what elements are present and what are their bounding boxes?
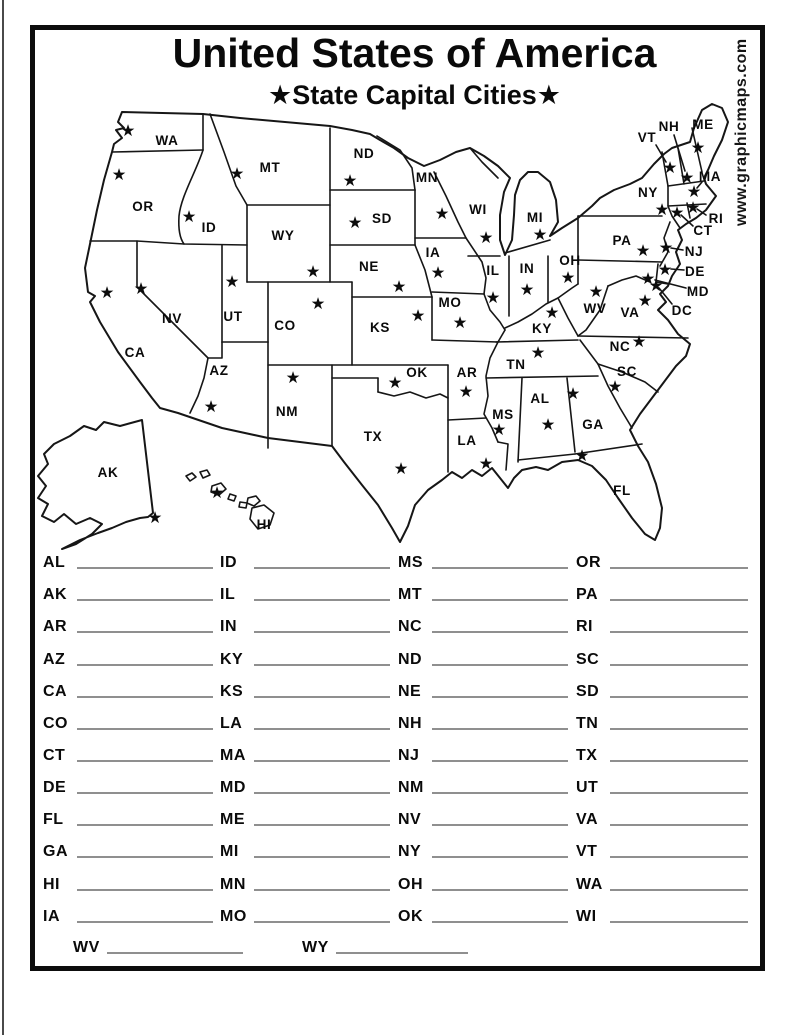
state-label-MD: MD [686, 284, 710, 299]
answer-blank-WV[interactable] [107, 938, 243, 954]
hawaii-island-outline [247, 496, 260, 506]
answer-blank-AK[interactable] [77, 585, 213, 601]
state-abbr-AL: AL [43, 554, 66, 572]
capital-star-MO: ★ [452, 313, 468, 332]
state-label-MT: MT [259, 160, 281, 175]
state-abbr-MI: MI [220, 843, 239, 861]
worksheet-cell-NE [398, 670, 568, 702]
state-label-VA: VA [620, 305, 640, 320]
worksheet-cell-IN [220, 605, 390, 637]
answer-blank-KS[interactable] [254, 682, 390, 698]
worksheet-cell-AL [43, 541, 213, 573]
state-abbr-UT: UT [576, 779, 599, 797]
state-border-line [498, 442, 508, 470]
state-abbr-AK: AK [43, 586, 68, 604]
state-label-IL: IL [486, 263, 500, 278]
state-abbr-WI: WI [576, 907, 597, 925]
state-abbr-NE: NE [398, 682, 422, 700]
state-label-IA: IA [425, 245, 441, 260]
watermark-url: www.graphicmaps.com [733, 38, 750, 226]
state-label-VT: VT [637, 130, 657, 145]
worksheet-cell-DE [43, 766, 213, 798]
worksheet-cell-NJ [398, 734, 568, 766]
capital-star-VT: ★ [662, 158, 678, 177]
capital-star-TN: ★ [530, 343, 546, 362]
state-abbr-LA: LA [220, 714, 243, 732]
capital-star-NE: ★ [391, 277, 407, 296]
capital-star-OH: ★ [560, 268, 576, 287]
capital-star-MN: ★ [434, 204, 450, 223]
capital-star-TX: ★ [393, 459, 409, 478]
worksheet-cell-MD [220, 766, 390, 798]
capital-star-SC: ★ [607, 377, 623, 396]
state-abbr-GA: GA [43, 843, 68, 861]
capital-star-CT: ★ [669, 203, 685, 222]
state-abbr-WA: WA [576, 875, 603, 893]
state-abbr-DE: DE [43, 779, 67, 797]
worksheet-cell-SD [576, 670, 748, 702]
capital-star-IN: ★ [519, 280, 535, 299]
capital-star-CO: ★ [310, 294, 326, 313]
state-label-GA: GA [582, 417, 604, 432]
state-border-line [432, 340, 498, 342]
worksheet-column-4 [576, 541, 748, 927]
worksheet-cell-OK [398, 895, 568, 927]
answer-blank-VT[interactable] [610, 842, 748, 858]
capital-star-ND: ★ [342, 171, 358, 190]
worksheet-cell-MN [220, 862, 390, 894]
capital-star-ID: ★ [181, 207, 197, 226]
answer-blank-DE[interactable] [77, 778, 213, 794]
state-label-LA: LA [457, 433, 477, 448]
state-border-line [448, 418, 486, 420]
state-abbr-OH: OH [398, 875, 423, 893]
answer-blank-NH[interactable] [432, 714, 568, 730]
state-label-WI: WI [469, 202, 487, 217]
state-border-line [578, 260, 662, 262]
page-title: United States of America [172, 30, 657, 76]
answer-blank-RI[interactable] [610, 617, 748, 633]
state-label-ME: ME [692, 117, 714, 132]
state-label-NH: NH [658, 119, 680, 134]
worksheet-cell-MA [220, 734, 390, 766]
state-abbr-WY: WY [302, 939, 329, 956]
page-subtitle: ★State Capital Cities★ [268, 80, 561, 110]
answer-blank-LA[interactable] [254, 714, 390, 730]
capital-star-LA: ★ [478, 454, 494, 473]
worksheet-cell-LA [220, 702, 390, 734]
answer-blank-FL[interactable] [77, 810, 213, 826]
state-label-OH: OH [559, 253, 581, 268]
state-border-line [377, 136, 415, 190]
state-label-NV: NV [162, 311, 182, 326]
capital-star-FL: ★ [574, 446, 590, 465]
answer-blank-IA[interactable] [77, 907, 213, 923]
answer-blank-SC[interactable] [610, 650, 748, 666]
state-label-TX: TX [363, 429, 383, 444]
state-label-MI: MI [526, 210, 544, 225]
answer-blank-MD[interactable] [254, 778, 390, 794]
state-abbr-MA: MA [220, 746, 246, 764]
answer-blank-NM[interactable] [432, 778, 568, 794]
hawaii-island-outline [228, 494, 236, 501]
state-abbr-VT: VT [576, 843, 598, 861]
worksheet-cell-UT [576, 766, 748, 798]
state-label-DE: DE [685, 264, 705, 279]
answer-blank-NV[interactable] [432, 810, 568, 826]
state-abbr-OK: OK [398, 907, 423, 925]
state-border-line [210, 114, 247, 205]
state-label-NC: NC [609, 339, 631, 354]
state-label-MO: MO [438, 295, 462, 310]
capital-star-RI: ★ [685, 198, 701, 217]
state-abbr-RI: RI [576, 618, 593, 636]
answer-blank-IN[interactable] [254, 617, 390, 633]
state-abbr-FL: FL [43, 811, 64, 829]
answer-blank-AL[interactable] [77, 553, 213, 569]
worksheet-cell-AR [43, 605, 213, 637]
capital-star-KS: ★ [410, 306, 426, 325]
state-abbr-HI: HI [43, 875, 60, 893]
capital-star-NJ: ★ [658, 238, 674, 257]
state-abbr-MO: MO [220, 907, 247, 925]
state-label-ID: ID [201, 220, 217, 235]
state-label-FL: FL [613, 483, 631, 498]
capital-star-AL: ★ [540, 415, 556, 434]
state-border-line [496, 340, 578, 342]
state-label-NJ: NJ [684, 244, 704, 259]
answer-blank-AZ[interactable] [77, 650, 213, 666]
state-label-OK: OK [406, 365, 428, 380]
answer-blank-ME[interactable] [254, 810, 390, 826]
answer-blank-NY[interactable] [432, 842, 568, 858]
worksheet-cell-WV [73, 934, 243, 958]
state-abbr-ND: ND [398, 650, 423, 668]
capital-star-KY: ★ [544, 303, 560, 322]
state-label-WA: WA [155, 133, 179, 148]
capital-star-WA: ★ [120, 121, 136, 140]
worksheet-cell-CO [43, 702, 213, 734]
worksheet-cell-HI [43, 862, 213, 894]
capital-star-NV: ★ [133, 279, 149, 298]
state-abbr-SD: SD [576, 682, 600, 700]
capital-star-DE: ★ [657, 260, 673, 279]
state-label-SC: SC [617, 364, 637, 379]
state-abbr-PA: PA [576, 586, 599, 604]
answer-blank-HI[interactable] [77, 875, 213, 891]
worksheet-cell-AZ [43, 637, 213, 669]
state-abbr-WV: WV [73, 939, 100, 956]
state-border-line [378, 392, 448, 398]
state-border-line [112, 150, 203, 152]
worksheet-cell-extra-2 [302, 934, 468, 958]
worksheet-cell-MT [398, 573, 568, 605]
state-abbr-CO: CO [43, 714, 68, 732]
state-abbr-NM: NM [398, 779, 424, 797]
state-label-RI: RI [708, 211, 724, 226]
state-label-NY: NY [638, 185, 658, 200]
state-abbr-VA: VA [576, 811, 599, 829]
answer-blank-GA[interactable] [77, 842, 213, 858]
state-label-TN: TN [506, 357, 526, 372]
capital-star-WI: ★ [478, 228, 494, 247]
worksheet-cell-MI [220, 830, 390, 862]
state-border-line [137, 241, 208, 358]
capital-star-OR: ★ [111, 165, 127, 184]
capital-star-SD: ★ [347, 213, 363, 232]
answer-blank-ND[interactable] [432, 650, 568, 666]
state-abbr-CT: CT [43, 746, 66, 764]
alaska-outline [38, 420, 153, 549]
state-label-AL: AL [530, 391, 550, 406]
capital-star-MI: ★ [532, 225, 548, 244]
answer-blank-NC[interactable] [432, 617, 568, 633]
worksheet-cell-PA [576, 573, 748, 605]
capital-star-NH: ★ [679, 168, 695, 187]
state-label-PA: PA [612, 233, 632, 248]
hawaii-island-outline [239, 502, 247, 508]
state-label-MN: MN [415, 170, 439, 185]
worksheet-cell-GA [43, 830, 213, 862]
state-label-CA: CA [124, 345, 146, 360]
state-label-KY: KY [532, 321, 552, 336]
state-abbr-IA: IA [43, 907, 60, 925]
worksheet-cell-KS [220, 670, 390, 702]
state-abbr-NY: NY [398, 843, 422, 861]
state-abbr-IL: IL [220, 586, 236, 604]
answer-blank-VA[interactable] [610, 810, 748, 826]
state-label-AK: AK [97, 465, 119, 480]
state-border-line [432, 292, 484, 294]
worksheet-cell-OH [398, 862, 568, 894]
capital-star-IL: ★ [485, 288, 501, 307]
worksheet-cell-IA [43, 895, 213, 927]
capital-star-AZ: ★ [203, 397, 219, 416]
answer-blank-MA[interactable] [254, 746, 390, 762]
state-abbr-OR: OR [576, 554, 601, 572]
state-label-WY: WY [271, 228, 295, 243]
capital-star-NM: ★ [285, 368, 301, 387]
state-abbr-NC: NC [398, 618, 423, 636]
state-abbr-MT: MT [398, 586, 423, 604]
worksheet-cell-WA [576, 862, 748, 894]
state-border-line [90, 241, 247, 245]
state-abbr-ME: ME [220, 811, 245, 829]
state-label-WV: WV [583, 301, 607, 316]
answer-blank-MN[interactable] [254, 875, 390, 891]
answer-blank-CT[interactable] [77, 746, 213, 762]
worksheet-cell-NV [398, 798, 568, 830]
answer-blank-AR[interactable] [77, 617, 213, 633]
state-abbr-NJ: NJ [398, 746, 420, 764]
capital-star-DC: ★ [648, 276, 664, 295]
answer-blank-ID[interactable] [254, 553, 390, 569]
worksheet-cell-MO [220, 895, 390, 927]
answer-blank-WA[interactable] [610, 875, 748, 891]
worksheet-cell-WI [576, 895, 748, 927]
state-abbr-NH: NH [398, 714, 423, 732]
worksheet-cell-VA [576, 798, 748, 830]
state-label-AZ: AZ [209, 363, 229, 378]
worksheet-column-1 [43, 541, 213, 927]
capital-star-CA: ★ [99, 283, 115, 302]
state-border-line [580, 340, 598, 364]
state-label-AR: AR [456, 365, 478, 380]
capital-star-MS: ★ [491, 420, 507, 439]
capital-star-UT: ★ [224, 272, 240, 291]
worksheet-cell-NH [398, 702, 568, 734]
state-label-KS: KS [370, 320, 390, 335]
state-abbr-KY: KY [220, 650, 244, 668]
capital-star-NC: ★ [631, 332, 647, 351]
hawaii-island-outline [186, 473, 196, 481]
worksheet-cell-KY [220, 637, 390, 669]
worksheet-cell-ID [220, 541, 390, 573]
answer-blank-NE[interactable] [432, 682, 568, 698]
state-abbr-NV: NV [398, 811, 422, 829]
answer-blank-KY[interactable] [254, 650, 390, 666]
state-label-CO: CO [274, 318, 296, 333]
worksheet-cell-TX [576, 734, 748, 766]
state-label-MS: MS [492, 407, 514, 422]
worksheet-column-3 [398, 541, 568, 927]
state-border-line [208, 342, 222, 358]
worksheet-cell-OR [576, 541, 748, 573]
capital-star-MT: ★ [229, 164, 245, 183]
state-border-line [518, 378, 522, 462]
answer-blank-WI[interactable] [610, 907, 748, 923]
worksheet-cell-NM [398, 766, 568, 798]
worksheet-cell-VT [576, 830, 748, 862]
answer-blank-TN[interactable] [610, 714, 748, 730]
state-border-line [179, 150, 203, 244]
worksheet-cell-MS [398, 541, 568, 573]
state-border-line [558, 298, 578, 336]
state-label-UT: UT [223, 309, 243, 324]
answer-blank-OR[interactable] [610, 553, 748, 569]
state-label-NE: NE [359, 259, 379, 274]
worksheet-cell-SC [576, 637, 748, 669]
capital-star-VA: ★ [637, 291, 653, 310]
capital-star-AK: ★ [147, 508, 163, 527]
answer-blank-OH[interactable] [432, 875, 568, 891]
capital-star-GA: ★ [565, 384, 581, 403]
answer-blank-SD[interactable] [610, 682, 748, 698]
state-abbr-TN: TN [576, 714, 599, 732]
state-label-CT: CT [693, 223, 713, 238]
capital-star-OK: ★ [387, 373, 403, 392]
state-abbr-AZ: AZ [43, 650, 66, 668]
leader-line-DE [671, 269, 684, 270]
state-abbr-MD: MD [220, 779, 246, 797]
capital-star-WY: ★ [305, 262, 321, 281]
answer-blank-TX[interactable] [610, 746, 748, 762]
answer-blank-MI[interactable] [254, 842, 390, 858]
state-abbr-TX: TX [576, 746, 598, 764]
state-label-NM: NM [275, 404, 299, 419]
answer-blank-CO[interactable] [77, 714, 213, 730]
worksheet-cell-NY [398, 830, 568, 862]
worksheet-cell-ME [220, 798, 390, 830]
answer-blank-CA[interactable] [77, 682, 213, 698]
answer-blank-OK[interactable] [432, 907, 568, 923]
worksheet-cell-FL [43, 798, 213, 830]
answer-blank-UT[interactable] [610, 778, 748, 794]
answer-blank-MO[interactable] [254, 907, 390, 923]
state-abbr-AR: AR [43, 618, 68, 636]
state-abbr-CA: CA [43, 682, 68, 700]
worksheet-cell-extra-1 [73, 934, 243, 958]
hawaii-island-outline [200, 470, 210, 478]
answer-blank-MS[interactable] [432, 553, 568, 569]
worksheet-cell-TN [576, 702, 748, 734]
worksheet-cell-ND [398, 637, 568, 669]
worksheet-cell-NC [398, 605, 568, 637]
state-abbr-IN: IN [220, 618, 237, 636]
worksheet-cell-RI [576, 605, 748, 637]
state-label-HI: HI [256, 517, 272, 532]
state-abbr-ID: ID [220, 554, 237, 572]
state-abbr-SC: SC [576, 650, 600, 668]
answer-blank-WY[interactable] [336, 938, 468, 954]
worksheet-column-2 [220, 541, 390, 927]
capital-star-ME: ★ [690, 138, 706, 157]
state-abbr-MS: MS [398, 554, 423, 572]
capital-star-HI: ★ [209, 483, 225, 502]
capital-star-AR: ★ [458, 382, 474, 401]
state-border-line [486, 376, 598, 378]
worksheet-cell-CT [43, 734, 213, 766]
answer-blank-IL[interactable] [254, 585, 390, 601]
state-abbr-KS: KS [220, 682, 244, 700]
state-abbr-MN: MN [220, 875, 246, 893]
worksheet-cell-AK [43, 573, 213, 605]
answer-blank-MT[interactable] [432, 585, 568, 601]
capital-star-MD: ★ [640, 269, 656, 288]
state-label-ND: ND [353, 146, 375, 161]
state-label-MA: MA [698, 169, 722, 184]
capital-star-IA: ★ [430, 263, 446, 282]
worksheet-cell-IL [220, 573, 390, 605]
capital-star-MA: ★ [686, 182, 702, 201]
capital-star-PA: ★ [635, 241, 651, 260]
state-label-OR: OR [132, 199, 154, 214]
capital-star-WV: ★ [588, 282, 604, 301]
state-label-DC: DC [671, 303, 693, 318]
worksheet-cell-WY [302, 934, 468, 958]
capital-star-NY: ★ [654, 200, 670, 219]
state-label-SD: SD [372, 211, 392, 226]
answer-blank-NJ[interactable] [432, 746, 568, 762]
state-border-line [518, 454, 575, 460]
worksheet-cell-CA [43, 670, 213, 702]
answer-blank-PA[interactable] [610, 585, 748, 601]
state-label-IN: IN [519, 261, 535, 276]
